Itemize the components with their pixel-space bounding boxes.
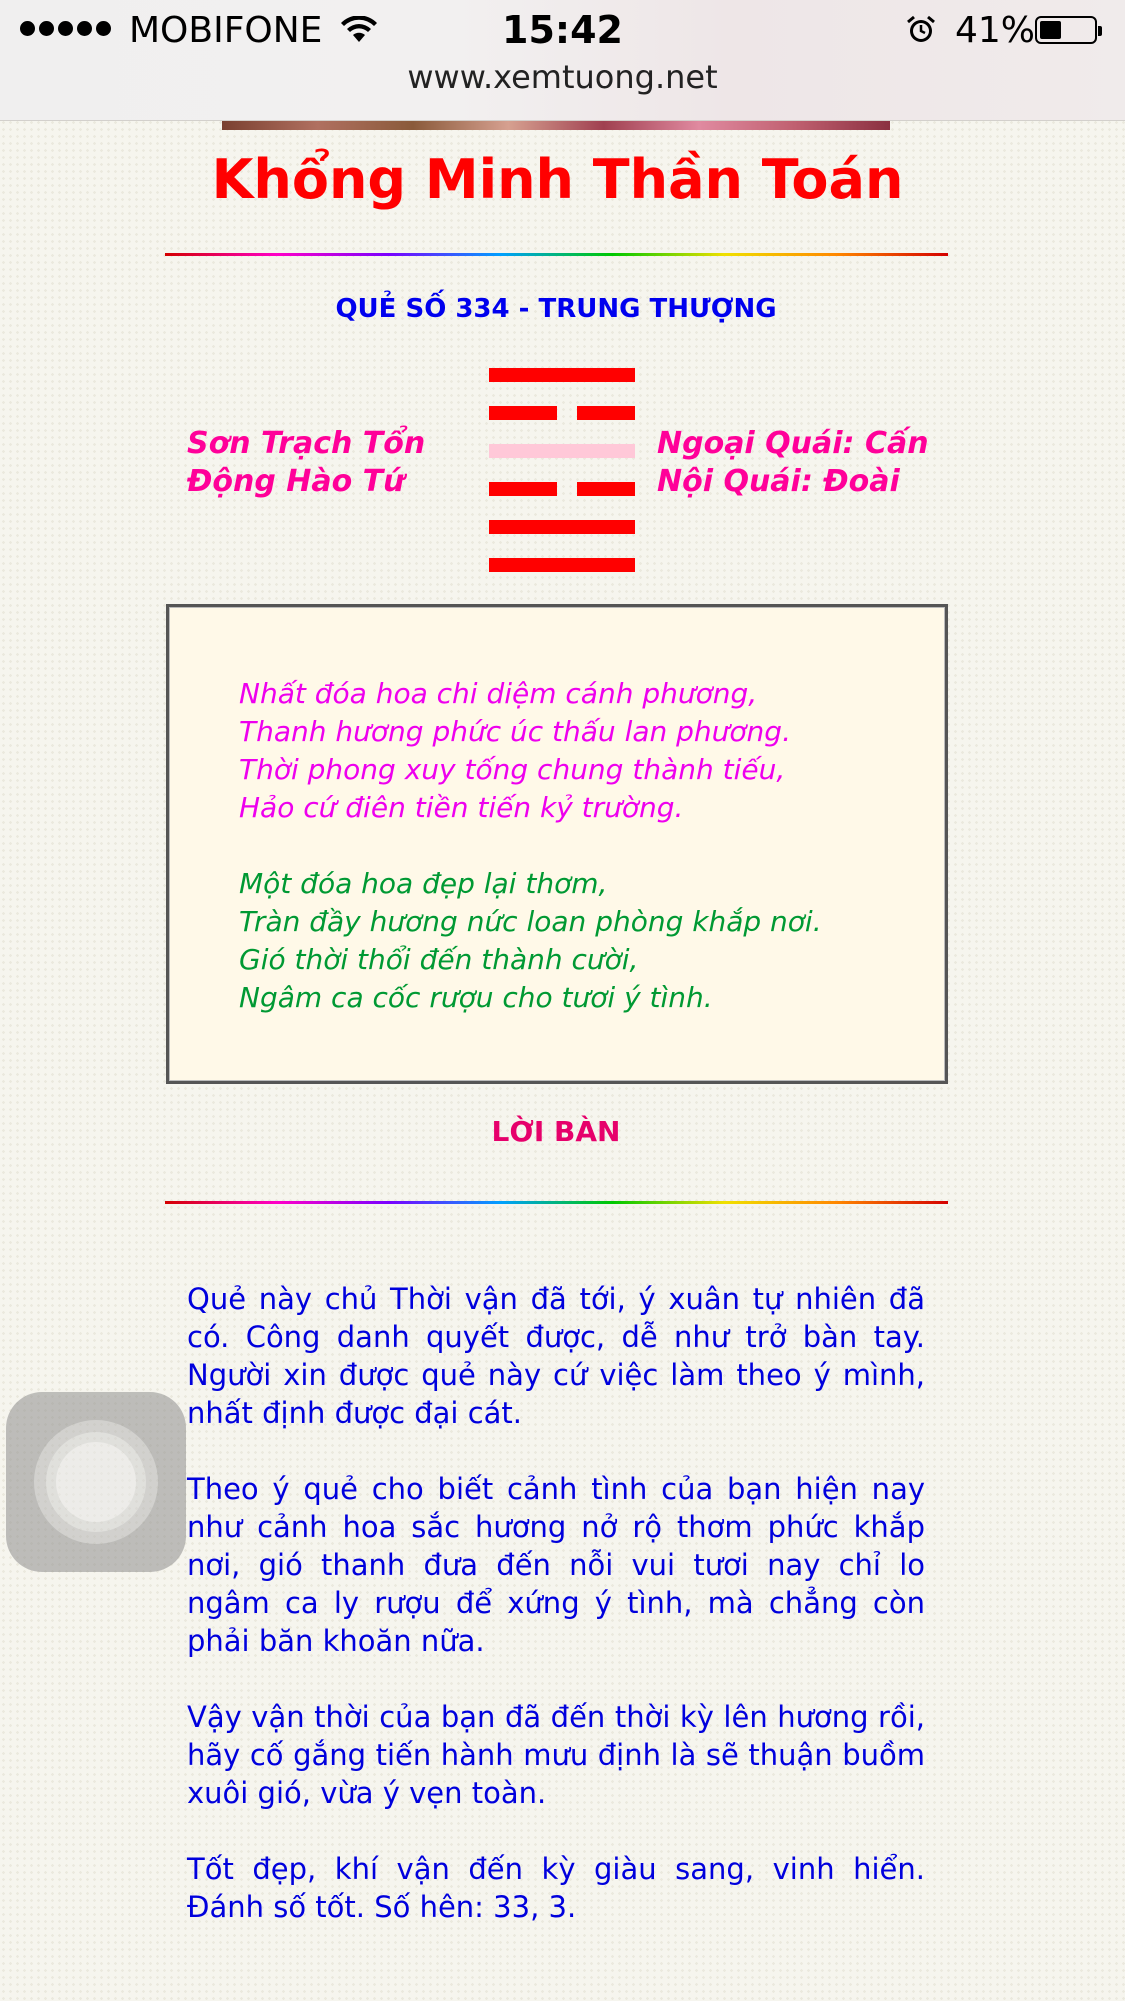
assistive-touch-button[interactable]: [6, 1392, 186, 1572]
moving-line: Động Hào Tứ: [187, 464, 405, 499]
status-bar: [0, 0, 1125, 121]
page-title: Khổng Minh Thần Toán: [211, 148, 904, 211]
address-bar-url[interactable]: www.xemtuong.net: [407, 58, 718, 96]
divider-rainbow: [165, 253, 948, 256]
hexagram-line-yang: [489, 520, 635, 534]
battery-icon: [1035, 16, 1097, 44]
trigram-block: [657, 425, 929, 501]
header-image: [222, 121, 890, 130]
poem-line: Thanh hương phức úc thấu lan phương.: [239, 715, 791, 748]
poem-vietnamese: [239, 865, 822, 1017]
hexagram-line-yin-left: [489, 482, 557, 496]
poem-line: Ngâm ca cốc rượu cho tươi ý tình.: [239, 981, 713, 1014]
poem-line: Một đóa hoa đẹp lại thơm,: [239, 867, 608, 900]
inner-trigram: Nội Quái: Đoài: [657, 464, 900, 499]
battery-percent: 41%: [955, 10, 1036, 51]
poem-line: Hảo cứ điên tiền tiến kỷ trường.: [239, 791, 684, 824]
clock: 15:42: [502, 8, 623, 52]
commentary-paragraph: Vậy vận thời của bạn đã đến thời kỳ lên hương rồi, hãy cố gắng tiến hành mưu định là sẽ thuận buồm xuôi gió, vừa ý vẹn toàn.: [187, 1700, 925, 1810]
commentary-paragraph: Quẻ này chủ Thời vận đã tới, ý xuân tự nhiên đã có. Công danh quyết được, dễ như trở bàn tay. Người xin được quẻ này cứ việc làm theo ý mình, nhất định được đại cát.: [187, 1282, 925, 1430]
divider-rainbow: [165, 1201, 948, 1204]
poem-line: Tràn đầy hương nức loan phòng khắp nơi.: [239, 905, 822, 938]
commentary-text: [187, 1280, 925, 1964]
hexagram-line-yang: [489, 368, 635, 382]
hexagram-line-yang: [489, 558, 635, 572]
poem-han-viet: [239, 675, 791, 827]
outer-trigram: Ngoại Quái: Cấn: [657, 426, 929, 461]
carrier-name: MOBIFONE: [129, 10, 323, 51]
hexagram-name-block: [187, 425, 425, 501]
poem-line: Gió thời thổi đến thành cười,: [239, 943, 639, 976]
poem-box: [166, 604, 948, 1084]
poem-line: Nhất đóa hoa chi diệm cánh phương,: [239, 677, 758, 710]
hexagram-name: Sơn Trạch Tổn: [187, 426, 426, 461]
hexagram-line-yin-right: [577, 406, 635, 420]
hexagram-line-yin-left: [489, 406, 557, 420]
alarm-icon: [905, 14, 937, 46]
hexagram-line-moving: [489, 444, 635, 458]
commentary-heading: LỜI BÀN: [491, 1115, 621, 1148]
hexagram-number: QUẺ SỐ 334 - TRUNG THƯỢNG: [335, 294, 777, 324]
commentary-paragraph: Tốt đẹp, khí vận đến kỳ giàu sang, vinh hiển. Đánh số tốt. Số hên: 33, 3.: [187, 1852, 925, 1924]
poem-line: Thời phong xuy tống chung thành tiếu,: [239, 753, 786, 786]
commentary-paragraph: Theo ý quẻ cho biết cảnh tình của bạn hiện nay như cảnh hoa sắc hương nở rộ thơm phức khắp nơi, gió thanh đưa đến nỗi vui tươi nay chỉ lo ngâm ca ly rượu để xứng ý tình, mà chẳng còn phải băn khoăn nữa.: [187, 1472, 925, 1658]
hexagram-line-yin-right: [577, 482, 635, 496]
